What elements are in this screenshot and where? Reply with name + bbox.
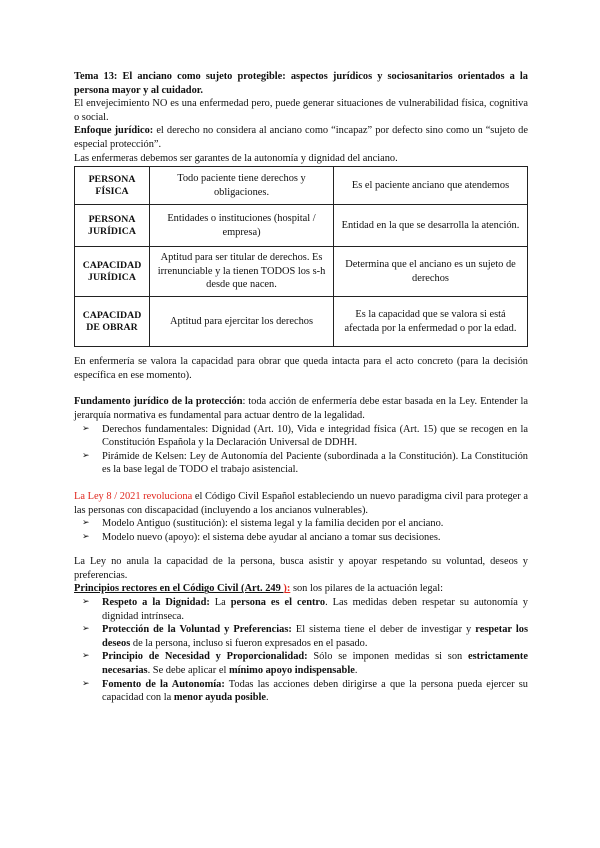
arrow-bullet-icon: ➢ <box>82 678 90 689</box>
ley-text: el Código Civil Español estableciendo un nuevo paradigma civil para proteger a las personas con discapacidad (incluyendo a los ancianos vulnerables). <box>74 490 528 516</box>
ley-list <box>74 517 528 544</box>
ley-paragraph <box>74 490 528 517</box>
document-title: Tema 13: El anciano como sujeto protegible: aspectos jurídicos y sociosanitarios orientados a la persona mayor y al cuidador. <box>74 71 528 96</box>
table-note-cell: Es el paciente anciano que atendemos <box>334 167 528 205</box>
fundamento-text: : toda acción de enfermería debe estar basada en la Ley. Entender la jerarquía normativa es fundamental para actuar dentro de la legalidad. <box>74 396 528 421</box>
ley-red-label: La Ley 8 / 2021 <box>74 490 141 502</box>
list-item: ➢ Protección de la Voluntad y Preferencias: El sistema tiene el deber de investigar y respetar los deseos de la persona, incluso si fueron expresados en el pasado. <box>82 624 529 649</box>
fundamento-paragraph <box>74 395 528 422</box>
arrow-bullet-icon: ➢ <box>82 651 90 662</box>
arrow-bullet-icon: ➢ <box>82 531 90 542</box>
table-head-cell: PERSONA JURÍDICA <box>75 205 150 247</box>
document-page <box>74 70 528 705</box>
table-row <box>75 205 528 247</box>
table-note-cell: Entidad en la que se desarrolla la atención. <box>334 205 528 247</box>
enfoque-paragraph <box>74 124 528 151</box>
list-item: ➢ Derechos fundamentales: Dignidad (Art. 10), Vida e integridad física (Art. 15) que se recogen en la Constitución Española y la Declaración Universal de DDHH. <box>82 423 528 449</box>
nurses-line: Las enfermeras debemos ser garantes de la autonomía y dignidad del anciano. <box>74 152 398 164</box>
list-item: ➢ Respeto a la Dignidad: La persona es el centro. Las medidas deben respetar su autonomía y dignidad intrínseca. <box>82 597 528 622</box>
arrow-bullet-icon: ➢ <box>82 518 90 529</box>
table-head-cell: PERSONA FÍSICA <box>75 167 150 205</box>
list-item: ➢ Modelo Antiguo (sustitución): el sistema legal y la familia deciden por el anciano. <box>82 518 444 530</box>
principios-text: son los pilares de la actuación legal: <box>290 583 443 595</box>
capacidad-paragraph: En enfermería se valora la capacidad para obrar que queda intacta para el acto concreto (para la decisión específica en ese momento). <box>74 356 528 381</box>
arrow-bullet-icon: ➢ <box>82 450 90 461</box>
table-def-cell: Entidades o instituciones (hospital / empresa) <box>150 205 334 247</box>
list-item: ➢ Pirámide de Kelsen: Ley de Autonomía del Paciente (subordinada a la Constitución). La Constitución es la base legal de TODO el trabajo asistencial. <box>82 450 528 476</box>
table-head-cell: CAPACIDAD DE OBRAR <box>75 297 150 347</box>
list-item: ➢ Fomento de la Autonomía: Todas las acciones deben dirigirse a que la persona pueda ejercer su capacidad con la menor ayuda posible. <box>82 678 528 704</box>
arrow-bullet-icon: ➢ <box>82 423 90 434</box>
list-item: ➢ Principio de Necesidad y Proporcionalidad: Sólo se imponen medidas si son estrictamente necesarias. Se debe aplicar el mínimo apoyo indispensable. <box>82 651 528 677</box>
arrow-bullet-icon: ➢ <box>82 624 90 635</box>
fundamento-label: Fundamento jurídico de la protección <box>74 396 243 408</box>
table-def-cell: Aptitud para ejercitar los derechos <box>150 297 334 347</box>
principios-label-tail: ): <box>283 583 291 595</box>
list-item: ➢ Modelo nuevo (apoyo): el sistema debe ayudar al anciano a tomar sus decisiones. <box>82 531 441 543</box>
arrow-bullet-icon: ➢ <box>82 597 90 608</box>
ley-red-verb: revoluciona <box>140 490 193 502</box>
enfoque-label: Enfoque jurídico: <box>74 125 154 137</box>
table-head-cell: CAPACIDAD JURÍDICA <box>75 247 150 297</box>
intro-paragraph: El envejecimiento NO es una enfermedad pero, puede generar situaciones de vulnerabilidad física, cognitiva o social. <box>74 98 528 123</box>
table-def-cell: Todo paciente tiene derechos y obligaciones. <box>150 167 334 205</box>
principios-label: Principios rectores en el Código Civil (Art. 249 <box>74 583 284 595</box>
fundamento-list <box>74 423 528 477</box>
table-def-cell: Aptitud para ser titular de derechos. Es irrenunciable y la tienen TODOS los s-h desde que nacen. <box>150 247 334 297</box>
ley-no-anula-paragraph: La Ley no anula la capacidad de la persona, busca asistir y apoyar respetando su voluntad, deseos y preferencias. <box>74 556 528 581</box>
table-row <box>75 167 528 205</box>
table-note-cell: Determina que el anciano es un sujeto de derechos <box>334 247 528 297</box>
table-row <box>75 247 528 297</box>
enfoque-text: el derecho no considera al anciano como “incapaz” por defecto sino como un “sujeto de especial protección”. <box>74 125 528 150</box>
principios-list <box>74 596 528 705</box>
concepts-table <box>74 166 528 347</box>
principios-paragraph <box>74 582 528 596</box>
table-note-cell: Es la capacidad que se valora si está afectada por la enfermedad o por la edad. <box>334 297 528 347</box>
table-row <box>75 297 528 347</box>
